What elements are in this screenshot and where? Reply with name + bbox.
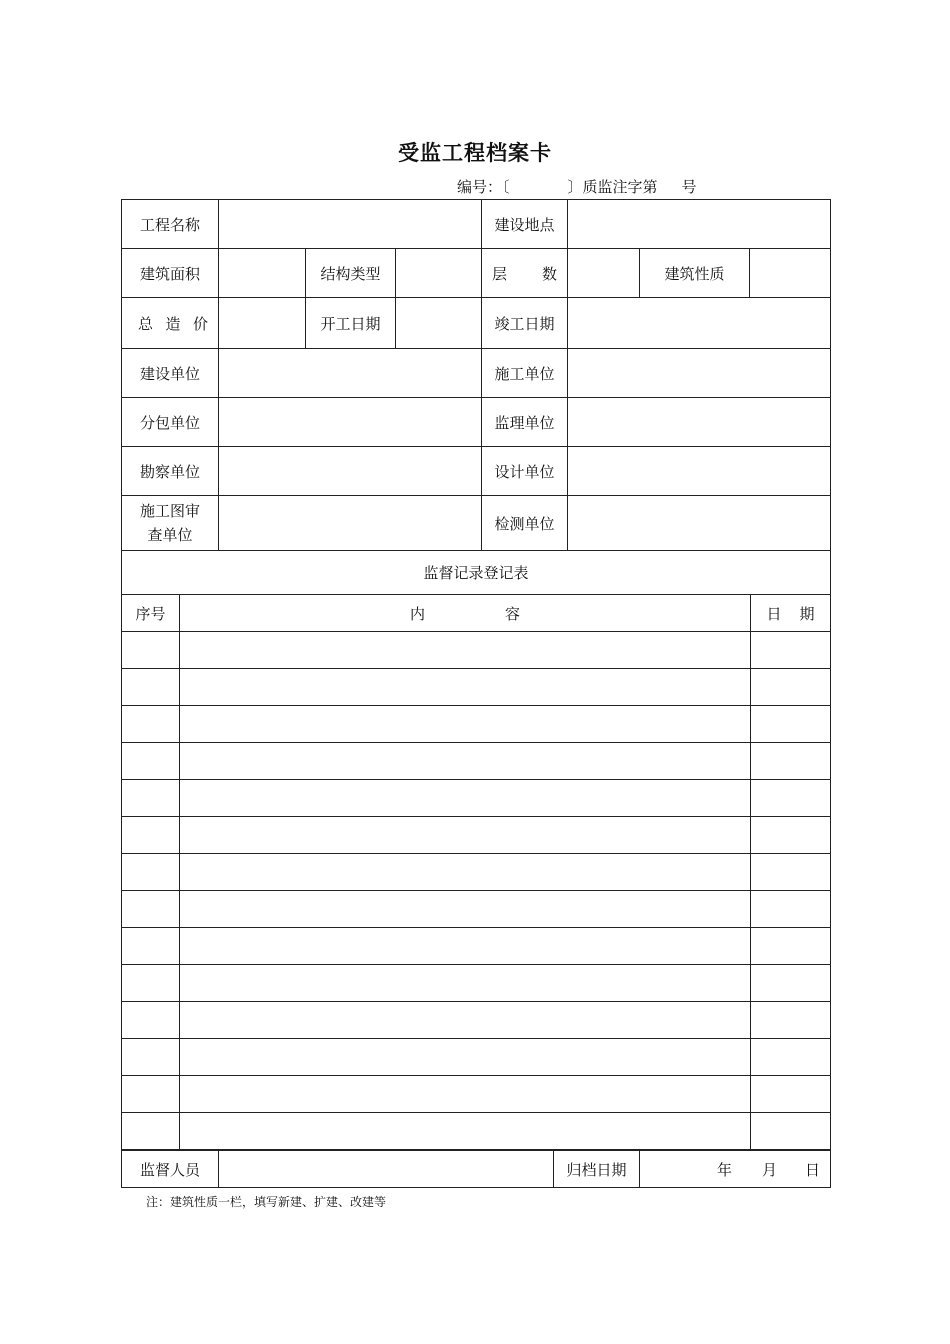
- design-unit-label: 设计单位: [482, 447, 568, 496]
- record-content-cell[interactable]: [180, 965, 751, 1002]
- project-name-field[interactable]: [219, 200, 482, 249]
- drawing-review-unit-label: [122, 496, 219, 551]
- floors-label-part: 数: [542, 264, 558, 283]
- inspector-label: 监督人员: [122, 1151, 219, 1188]
- record-no-cell[interactable]: [122, 928, 180, 965]
- record-date-cell[interactable]: [751, 1039, 831, 1076]
- record-no-cell[interactable]: [122, 817, 180, 854]
- construction-unit-label: 建设单位: [122, 349, 219, 398]
- archive-date-label: 归档日期: [554, 1151, 640, 1188]
- structure-type-field[interactable]: [396, 249, 482, 298]
- survey-unit-field[interactable]: [219, 447, 482, 496]
- record-row: [122, 632, 831, 669]
- survey-unit-label: 勘察单位: [122, 447, 219, 496]
- record-date-cell[interactable]: [751, 1113, 831, 1150]
- record-content-cell[interactable]: [180, 1039, 751, 1076]
- archive-date-field[interactable]: [640, 1151, 831, 1188]
- serial-suffix: 号: [681, 178, 697, 196]
- record-no-cell[interactable]: [122, 1113, 180, 1150]
- col-header-content: [180, 595, 751, 632]
- structure-type-label: 结构类型: [306, 249, 396, 298]
- record-content-cell[interactable]: [180, 1076, 751, 1113]
- record-date-cell[interactable]: [751, 965, 831, 1002]
- record-row: [122, 743, 831, 780]
- contractor-unit-field[interactable]: [568, 349, 831, 398]
- record-no-cell[interactable]: [122, 780, 180, 817]
- total-cost-field[interactable]: [219, 298, 306, 349]
- record-no-cell[interactable]: [122, 891, 180, 928]
- col-header-content-part: 内: [409, 604, 425, 623]
- inspector-field[interactable]: [219, 1151, 554, 1188]
- record-row: [122, 780, 831, 817]
- construction-unit-field[interactable]: [219, 349, 482, 398]
- month-label: 月: [761, 1160, 777, 1179]
- building-area-field[interactable]: [219, 249, 306, 298]
- record-date-cell[interactable]: [751, 743, 831, 780]
- records-section-title: 监督记录登记表: [122, 551, 831, 595]
- record-date-cell[interactable]: [751, 706, 831, 743]
- col-header-date-part: 日: [766, 604, 782, 623]
- record-content-cell[interactable]: [180, 928, 751, 965]
- building-nature-field[interactable]: [750, 249, 831, 298]
- record-no-cell[interactable]: [122, 1002, 180, 1039]
- completion-date-label: 竣工日期: [482, 298, 568, 349]
- record-no-cell[interactable]: [122, 743, 180, 780]
- total-cost-label-part: 价: [192, 314, 208, 333]
- record-row: [122, 817, 831, 854]
- record-content-cell[interactable]: [180, 817, 751, 854]
- col-header-date: [751, 595, 831, 632]
- record-date-cell[interactable]: [751, 817, 831, 854]
- record-content-cell[interactable]: [180, 891, 751, 928]
- record-date-cell[interactable]: [751, 632, 831, 669]
- supervision-unit-label: 监理单位: [482, 398, 568, 447]
- records-table: [121, 594, 831, 1150]
- serial-prefix: 编号：〔: [457, 178, 510, 196]
- contractor-unit-label: 施工单位: [482, 349, 568, 398]
- record-no-cell[interactable]: [122, 706, 180, 743]
- record-date-cell[interactable]: [751, 891, 831, 928]
- testing-unit-field[interactable]: [568, 496, 831, 551]
- record-content-cell[interactable]: [180, 780, 751, 817]
- record-no-cell[interactable]: [122, 632, 180, 669]
- col-header-content-part: 容: [505, 604, 521, 623]
- record-row: [122, 928, 831, 965]
- record-content-cell[interactable]: [180, 743, 751, 780]
- floors-field[interactable]: [568, 249, 640, 298]
- record-content-cell[interactable]: [180, 706, 751, 743]
- serial-middle: 〕质监注字第: [567, 178, 658, 196]
- floors-label: [482, 249, 568, 298]
- building-area-label: 建筑面积: [122, 249, 219, 298]
- subcontract-unit-label: 分包单位: [122, 398, 219, 447]
- record-no-cell[interactable]: [122, 1039, 180, 1076]
- record-no-cell[interactable]: [122, 965, 180, 1002]
- drawing-review-unit-label-line: 查单位: [147, 526, 193, 544]
- record-date-cell[interactable]: [751, 854, 831, 891]
- building-nature-label: 建筑性质: [640, 249, 750, 298]
- record-date-cell[interactable]: [751, 928, 831, 965]
- drawing-review-unit-label-line: 施工图审: [139, 502, 200, 520]
- record-row: [122, 669, 831, 706]
- year-label: 年: [716, 1160, 732, 1179]
- record-content-cell[interactable]: [180, 1002, 751, 1039]
- record-content-cell[interactable]: [180, 632, 751, 669]
- record-content-cell[interactable]: [180, 1113, 751, 1150]
- testing-unit-label: 检测单位: [482, 496, 568, 551]
- record-row: [122, 1113, 831, 1150]
- record-row: [122, 854, 831, 891]
- floors-label-part: 层: [492, 264, 508, 283]
- total-cost-label: [122, 298, 219, 349]
- record-row: [122, 891, 831, 928]
- footnote: 注：建筑性质一栏，填写新建、扩建、改建等: [146, 1195, 387, 1209]
- record-row: [122, 1002, 831, 1039]
- record-row: [122, 706, 831, 743]
- project-info-table: [121, 199, 831, 595]
- drawing-review-unit-field[interactable]: [219, 496, 482, 551]
- total-cost-label-part: 造: [165, 314, 181, 333]
- supervision-unit-field[interactable]: [568, 398, 831, 447]
- design-unit-field[interactable]: [568, 447, 831, 496]
- serial-number: [457, 176, 717, 197]
- record-content-cell[interactable]: [180, 854, 751, 891]
- record-row: [122, 1076, 831, 1113]
- record-no-cell[interactable]: [122, 854, 180, 891]
- record-no-cell[interactable]: [122, 669, 180, 706]
- footer-table: [121, 1150, 831, 1188]
- col-header-date-part: 期: [799, 604, 815, 623]
- project-name-label: 工程名称: [122, 200, 219, 249]
- record-date-cell[interactable]: [751, 1002, 831, 1039]
- day-label: 日: [804, 1160, 820, 1179]
- total-cost-label-part: 总: [138, 314, 154, 333]
- build-location-label: 建设地点: [482, 200, 568, 249]
- record-row: [122, 965, 831, 1002]
- record-date-cell[interactable]: [751, 780, 831, 817]
- record-row: [122, 1039, 831, 1076]
- record-no-cell[interactable]: [122, 1076, 180, 1113]
- col-header-no: 序号: [122, 595, 180, 632]
- start-date-field[interactable]: [396, 298, 482, 349]
- build-location-field[interactable]: [568, 200, 831, 249]
- start-date-label: 开工日期: [306, 298, 396, 349]
- completion-date-field[interactable]: [568, 298, 831, 349]
- record-date-cell[interactable]: [751, 1076, 831, 1113]
- record-content-cell[interactable]: [180, 669, 751, 706]
- subcontract-unit-field[interactable]: [219, 398, 482, 447]
- page-title: 受监工程档案卡: [398, 140, 552, 165]
- record-date-cell[interactable]: [751, 669, 831, 706]
